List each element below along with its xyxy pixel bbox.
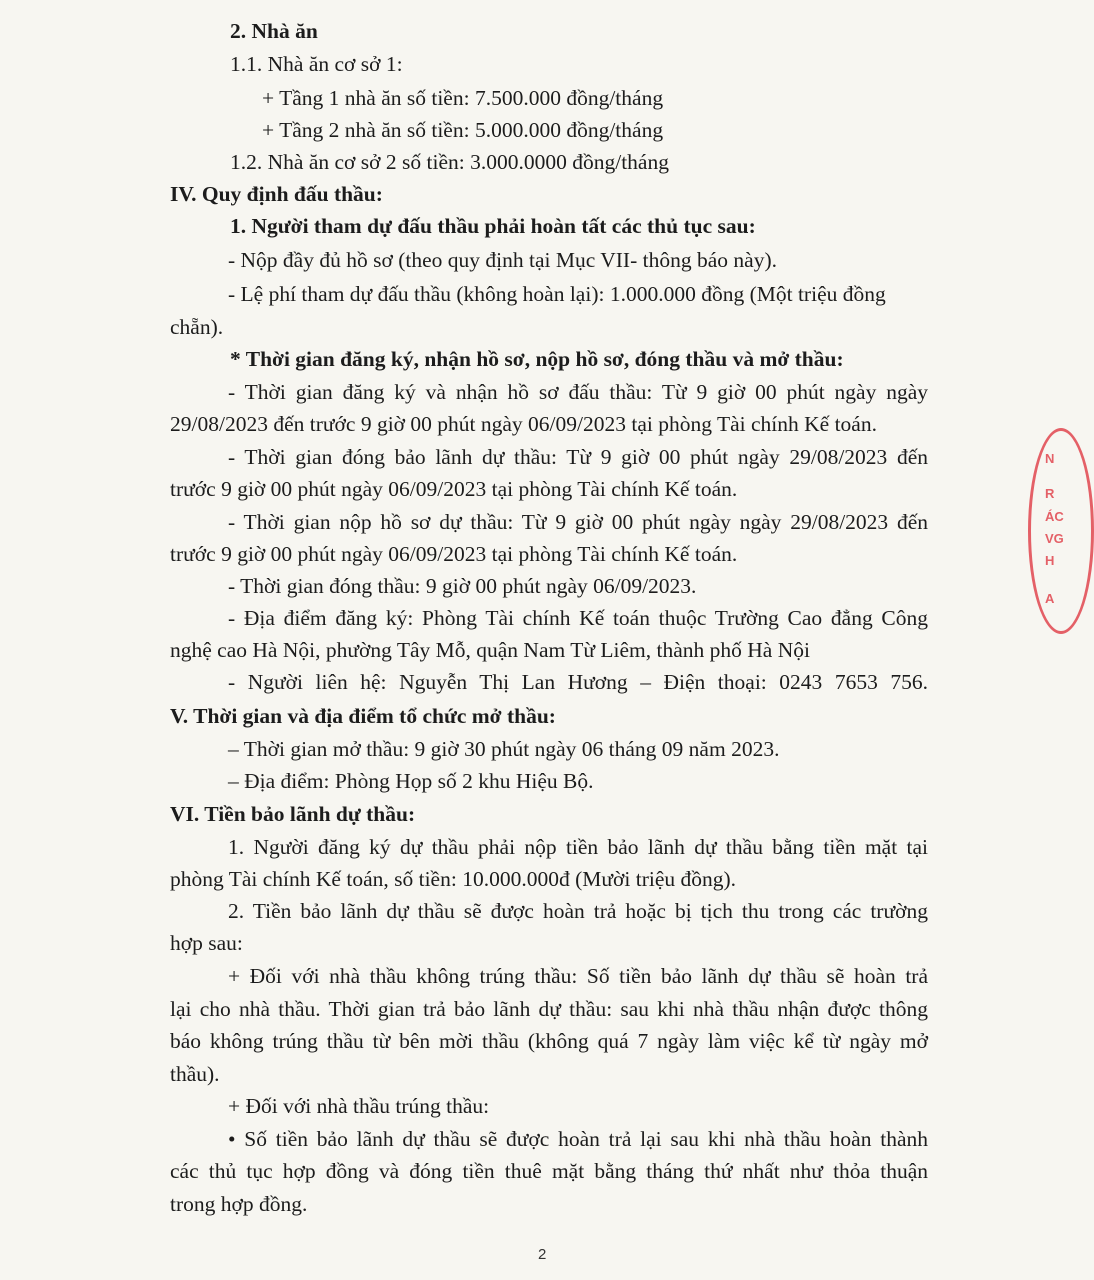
paragraph-line: thầu). [170, 1062, 220, 1086]
paragraph-line: - Lệ phí tham dự đấu thầu (không hoàn lại): 1.000.000 đồng (Một triệu đồng [228, 282, 886, 306]
paragraph-line: các thủ tục hợp đồng và đóng tiền thuê mặt bằng tháng thứ nhất như thỏa thuận [170, 1159, 928, 1183]
section-heading-v: V. Thời gian và địa điểm tổ chức mở thầu: [170, 704, 556, 728]
paragraph-line: - Thời gian đăng ký và nhận hồ sơ đấu thầu: Từ 9 giờ 00 phút ngày ngày [228, 380, 928, 404]
paragraph-line: nghệ cao Hà Nội, phường Tây Mỗ, quận Nam Từ Liêm, thành phố Hà Nội [170, 638, 810, 662]
paragraph-line: phòng Tài chính Kế toán, số tiền: 10.000.000đ (Mười triệu đồng). [170, 867, 737, 891]
paragraph-line: - Nộp đầy đủ hồ sơ (theo quy định tại Mục VII- thông báo này). [228, 248, 777, 272]
paragraph-line: - Thời gian đóng thầu: 9 giờ 00 phút ngày 06/09/2023. [228, 574, 697, 598]
paragraph-line: hợp sau: [170, 931, 243, 955]
page-number: 2 [538, 1246, 547, 1263]
subsection-1-1: 1.1. Nhà ăn cơ sở 1: [230, 52, 403, 76]
paragraph-line: trước 9 giờ 00 phút ngày 06/09/2023 tại phòng Tài chính Kế toán. [170, 477, 738, 501]
subsection-1-2: 1.2. Nhà ăn cơ sở 2 số tiền: 3.000.0000 đồng/tháng [230, 150, 669, 174]
subheading-procedures: 1. Người tham dự đấu thầu phải hoàn tất các thủ tục sau: [230, 214, 756, 238]
floor-1-price: + Tầng 1 nhà ăn số tiền: 7.500.000 đồng/tháng [262, 86, 664, 110]
paragraph-line: chẵn). [170, 315, 224, 339]
section-heading-vi: VI. Tiền bảo lãnh dự thầu: [170, 802, 416, 826]
subheading-timeline: * Thời gian đăng ký, nhận hồ sơ, nộp hồ sơ, đóng thầu và mở thầu: [230, 347, 844, 371]
paragraph-line: 2. Tiền bảo lãnh dự thầu sẽ được hoàn trả hoặc bị tịch thu trong các trường [228, 899, 928, 923]
paragraph-line: + Đối với nhà thầu không trúng thầu: Số tiền bảo lãnh dự thầu sẽ hoàn trả [228, 964, 928, 988]
section-heading-iv: IV. Quy định đấu thầu: [170, 182, 383, 206]
red-seal-stamp: N R ÁC VG H A [1028, 428, 1094, 634]
paragraph-line: - Thời gian nộp hồ sơ dự thầu: Từ 9 giờ 00 phút ngày ngày 29/08/2023 đến [228, 510, 928, 534]
paragraph-line: lại cho nhà thầu. Thời gian trả bảo lãnh dự thầu: sau khi nhà thầu nhận được thông [170, 997, 928, 1021]
paragraph-line: - Thời gian đóng bảo lãnh dự thầu: Từ 9 giờ 00 phút ngày 29/08/2023 đến [228, 445, 928, 469]
section-heading-nha-an: 2. Nhà ăn [230, 19, 318, 43]
paragraph-line: 29/08/2023 đến trước 9 giờ 00 phút ngày 06/09/2023 tại phòng Tài chính Kế toán. [170, 412, 877, 436]
paragraph-line: - Địa điểm đăng ký: Phòng Tài chính Kế toán thuộc Trường Cao đẳng Công [228, 606, 928, 630]
floor-2-price: + Tầng 2 nhà ăn số tiền: 5.000.000 đồng/tháng [262, 118, 664, 142]
paragraph-line: 1. Người đăng ký dự thầu phải nộp tiền bảo lãnh dự thầu bằng tiền mặt tại [228, 835, 928, 859]
paragraph-line: – Thời gian mở thầu: 9 giờ 30 phút ngày 06 tháng 09 năm 2023. [228, 737, 780, 761]
paragraph-line: – Địa điểm: Phòng Họp số 2 khu Hiệu Bộ. [228, 769, 594, 793]
paragraph-line: trong hợp đồng. [170, 1192, 308, 1216]
paragraph-line: • Số tiền bảo lãnh dự thầu sẽ được hoàn trả lại sau khi nhà thầu hoàn thành [228, 1127, 928, 1151]
paragraph-line: + Đối với nhà thầu trúng thầu: [228, 1094, 490, 1118]
paragraph-line: trước 9 giờ 00 phút ngày 06/09/2023 tại phòng Tài chính Kế toán. [170, 542, 738, 566]
paragraph-line: báo không trúng thầu từ bên mời thầu (không quá 7 ngày làm việc kể từ ngày mở [170, 1029, 928, 1053]
contact-line: - Người liên hệ: Nguyễn Thị Lan Hương – Điện thoại: 0243 7653 756. [228, 670, 928, 694]
